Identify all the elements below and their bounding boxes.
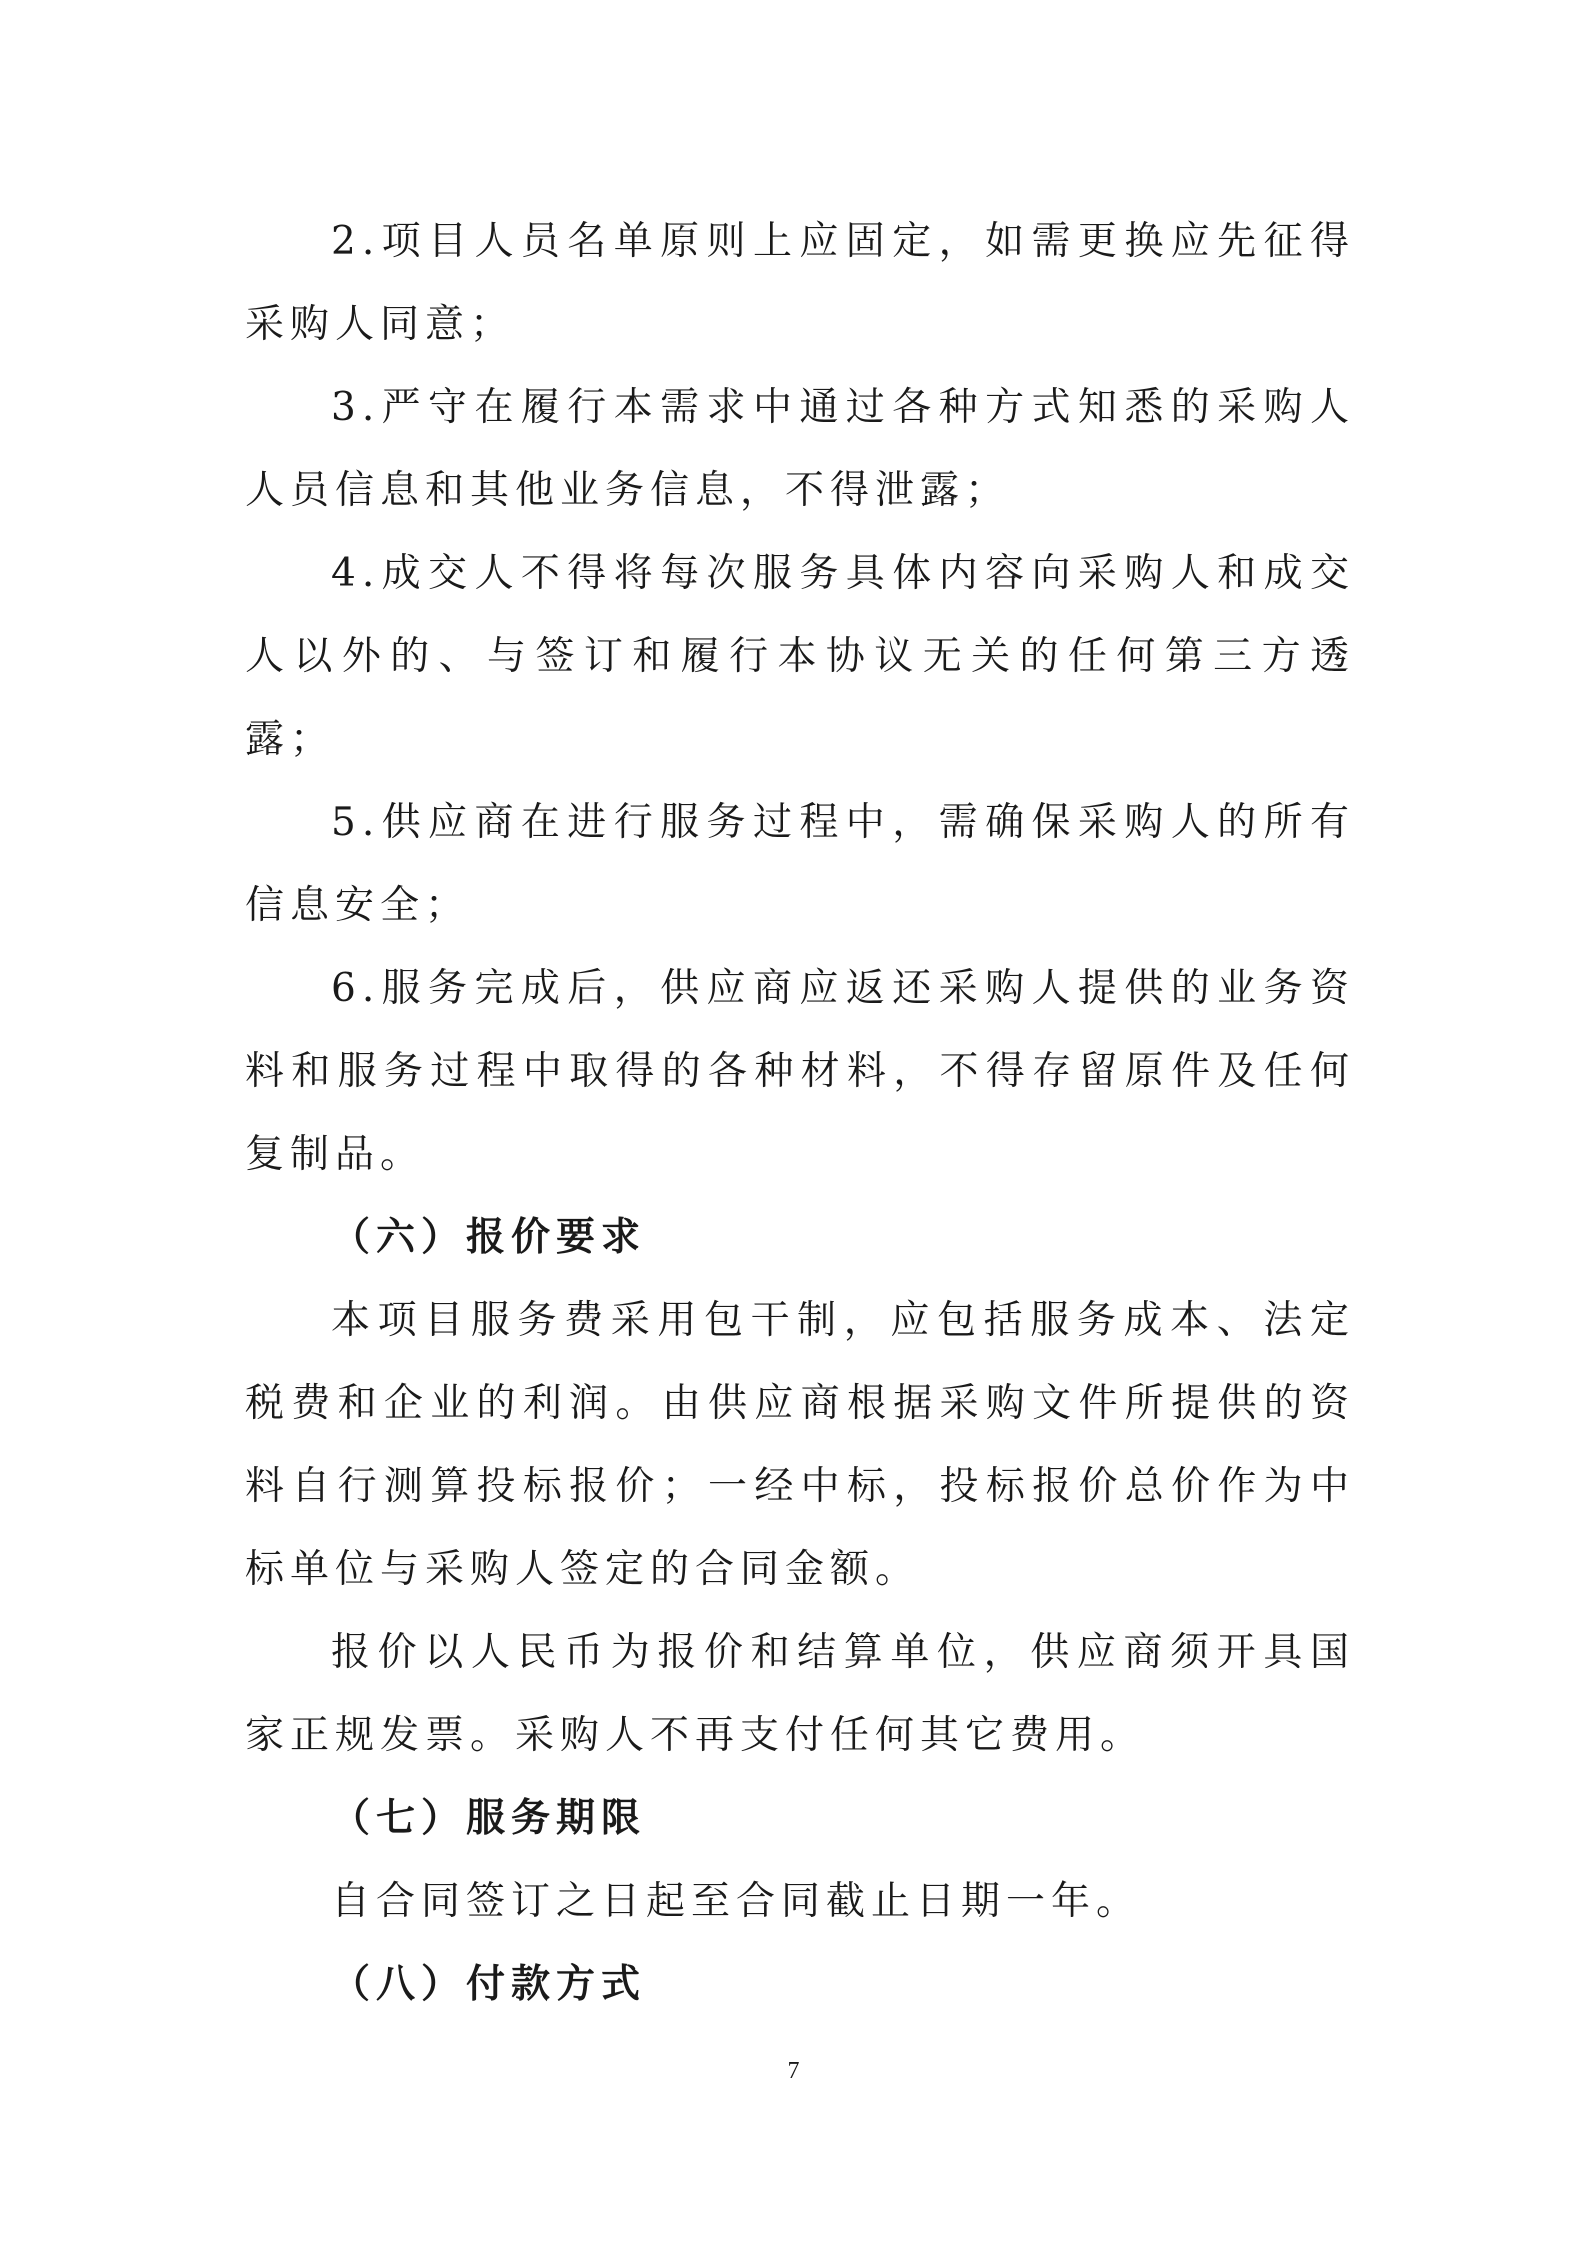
list-item-2: 2.项目人员名单原则上应固定，如需更换应先征得采购人同意； [245, 219, 1355, 347]
list-item-6: 6.服务完成后，供应商应返还采购人提供的业务资料和服务过程中取得的各种材料，不得存留原件及任何复制品。 [245, 966, 1355, 1177]
list-item-5: 5.供应商在进行服务过程中，需确保采购人的所有信息安全； [245, 800, 1355, 928]
section-heading-service-term: （七）服务期限 [331, 1795, 647, 1841]
section-heading-payment: （八）付款方式 [331, 1961, 647, 2007]
paragraph-currency: 报价以人民币为报价和结算单位，供应商须开具国家正规发票。采购人不再支付任何其它费用。 [245, 1630, 1355, 1758]
list-item-4: 4.成交人不得将每次服务具体内容向采购人和成交人以外的、与签订和履行本协议无关的任何第三方透露； [245, 551, 1355, 762]
section-heading-quotation: （六）报价要求 [331, 1214, 647, 1260]
paragraph-fee-scheme: 本项目服务费采用包干制，应包括服务成本、法定税费和企业的利润。由供应商根据采购文件所提供的资料自行测算投标报价；一经中标，投标报价总价作为中标单位与采购人签定的合同金额。 [245, 1298, 1355, 1592]
paragraph-service-term: 自合同签订之日起至合同截止日期一年。 [331, 1879, 1142, 1924]
document-body [245, 200, 1355, 2026]
list-item-3: 3.严守在履行本需求中通过各种方式知悉的采购人人员信息和其他业务信息，不得泄露； [245, 385, 1355, 513]
page-number: 7 [787, 2058, 800, 2084]
